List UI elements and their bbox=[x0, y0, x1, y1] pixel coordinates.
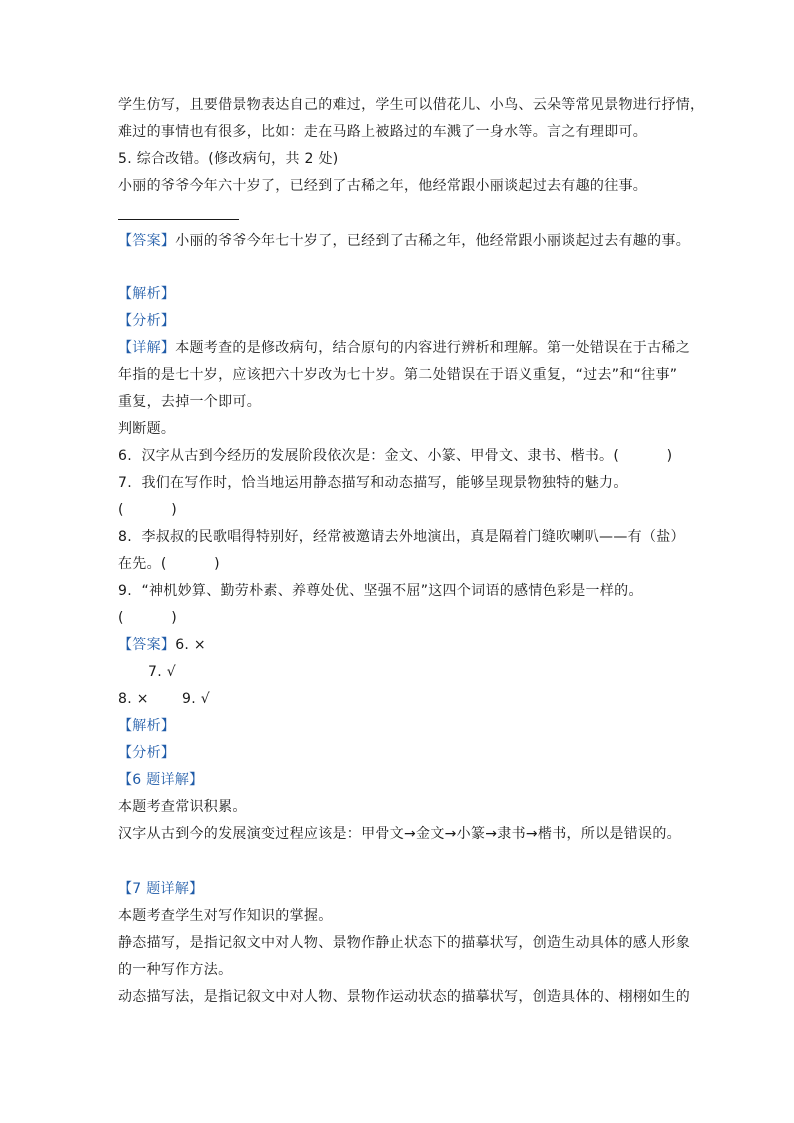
answer-line: 【答案】小丽的爷爷今年七十岁了，已经到了古稀之年，他经常跟小丽谈起过去有趣的事。 bbox=[118, 233, 691, 249]
question-5-heading: 5. 综合改错。(修改病句，共 2 处) bbox=[118, 151, 339, 167]
text-line: 静态描写，是指记叙文中对人物、景物作静止状态下的描摹状写，创造生动具体的感人形象 bbox=[118, 935, 690, 951]
section-heading: 判断题。 bbox=[118, 421, 176, 437]
analysis-tag-line: 【解析】 bbox=[118, 718, 176, 734]
analysis-tag-line: 【解析】 bbox=[118, 286, 176, 302]
text-line: 难过的事情也有很多，比如：走在马路上被路过的车溅了一身水等。言之有理即可。 bbox=[118, 124, 648, 140]
question-9-blank: ( ) bbox=[118, 610, 178, 626]
question-7-blank: ( ) bbox=[118, 502, 178, 518]
text-line: 年指的是七十岁，应该把六十岁改为七十岁。第二处错误在于语义重复，“过去”和“往事” bbox=[118, 367, 678, 383]
text-line: 的一种写作方法。 bbox=[118, 962, 233, 978]
answer-tag: 【答案】 bbox=[118, 233, 176, 249]
answer-7: 7. √ bbox=[148, 664, 176, 680]
detail-7-tag-line: 【7 题详解】 bbox=[118, 881, 204, 897]
question-6: 6. 汉字从古到今经历的发展阶段依次是：金文、小篆、甲骨文、隶书、楷书。( ) bbox=[118, 448, 673, 464]
text-line: 重复，去掉一个即可。 bbox=[118, 394, 261, 410]
answer-blank-line bbox=[118, 219, 239, 220]
detail-6-tag-line: 【6 题详解】 bbox=[118, 772, 204, 788]
question-5-sentence: 小丽的爷爷今年六十岁了，已经到了古稀之年，他经常跟小丽谈起过去有趣的往事。 bbox=[118, 178, 648, 194]
text-line: 动态描写法，是指记叙文中对人物、景物作运动状态的描摹状写，创造具体的、栩栩如生的 bbox=[118, 989, 690, 1005]
text-line: 本题考查学生对写作知识的掌握。 bbox=[118, 908, 333, 924]
answer-line: 【答案】6. × bbox=[118, 637, 206, 653]
analysis-sub-tag-line: 【分析】 bbox=[118, 313, 176, 329]
text-line: 本题考查常识积累。 bbox=[118, 799, 247, 815]
question-8-cont: 在先。( ) bbox=[118, 556, 220, 572]
question-9: 9. “神机妙算、勤劳朴素、养尊处优、坚强不屈”这四个词语的感情色彩是一样的。 bbox=[118, 583, 643, 599]
analysis-sub-tag-line: 【分析】 bbox=[118, 745, 176, 761]
question-7: 7. 我们在写作时，恰当地运用静态描写和动态描写，能够呈现景物独特的魅力。 bbox=[118, 475, 628, 491]
text-line: 汉字从古到今的发展演变过程应该是：甲骨文→金文→小篆→隶书→楷书，所以是错误的。 bbox=[118, 826, 681, 842]
detail-line: 【详解】本题考查的是修改病句，结合原句的内容进行辨析和理解。第一处错误在于古稀之 bbox=[118, 340, 691, 356]
text-line: 学生仿写，且要借景物表达自己的难过，学生可以借花儿、小鸟、云朵等常见景物进行抒情， bbox=[118, 97, 705, 113]
question-8: 8. 李叔叔的民歌唱得特别好，经常被邀请去外地演出，真是隔着门缝吹喇叭——有（盐） bbox=[118, 529, 685, 545]
answer-8-9: 8. × 9. √ bbox=[118, 691, 210, 707]
